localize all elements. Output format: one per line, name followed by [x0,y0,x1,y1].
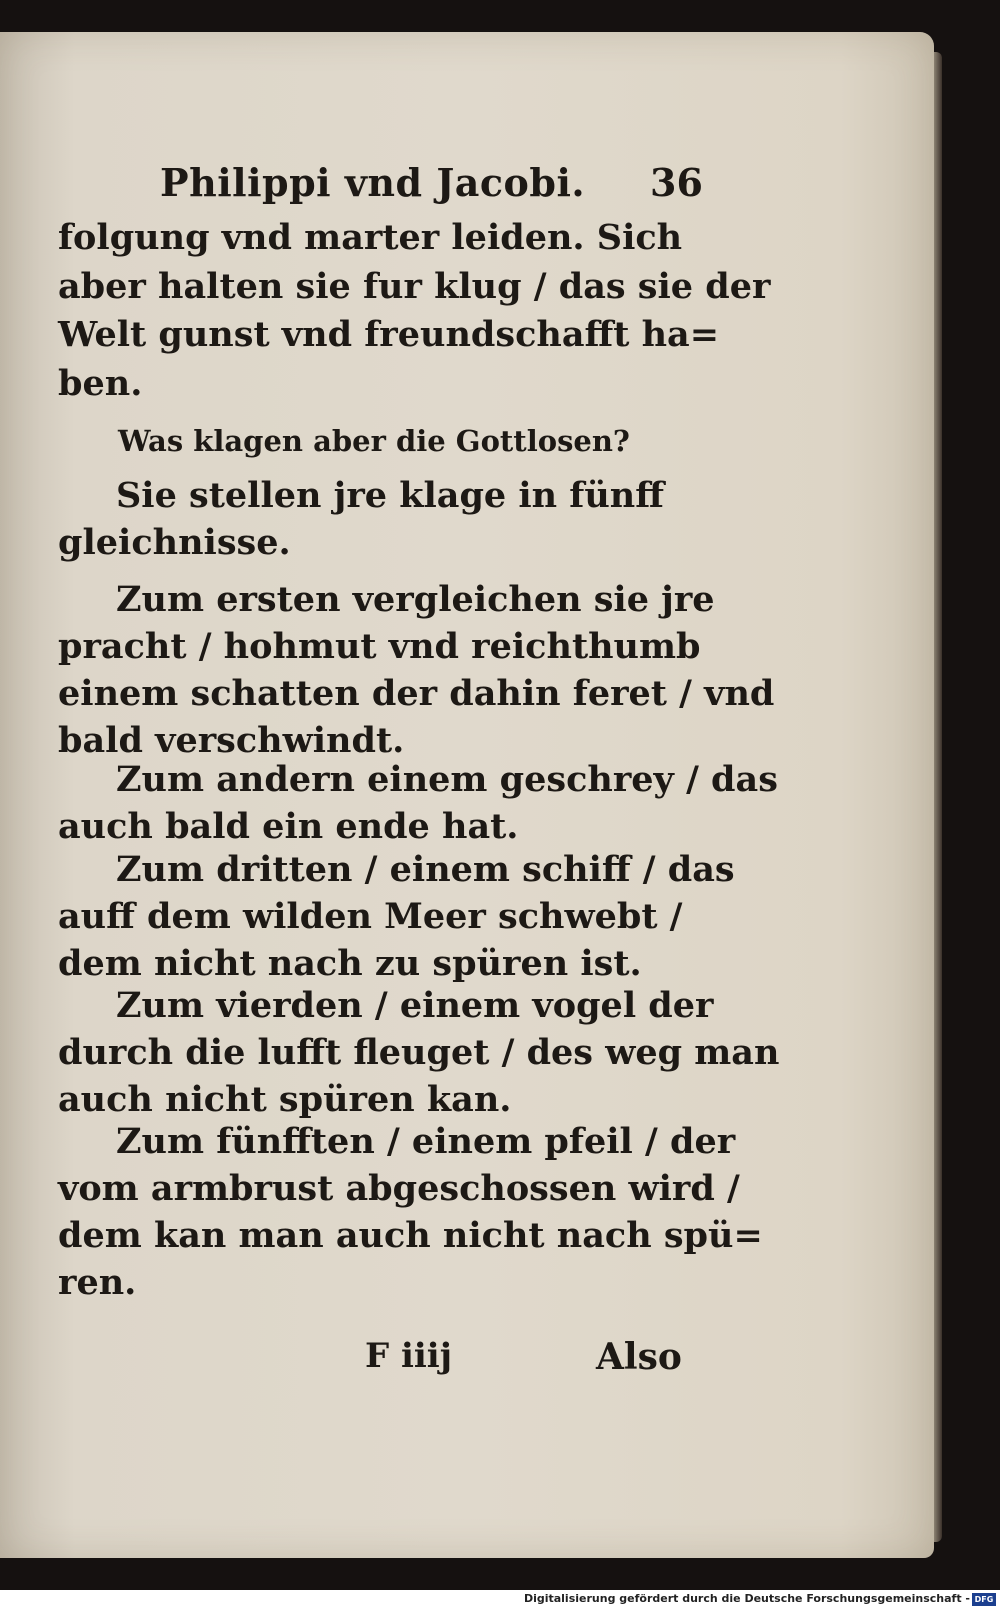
text-line: auff dem wilden Meer schwebt / [58,896,683,937]
page-edge [934,52,942,1542]
paragraph-1 [58,472,698,566]
text-line: vom armbrust abgeschossen wird / [58,1168,740,1209]
footer-bar [0,1590,1000,1610]
question-heading: Was klagen aber die Gottlosen? [118,424,630,458]
text-line: dem kan man auch nicht nach spü= [58,1215,763,1256]
text-line: bald verschwindt. [58,720,405,761]
paragraph-6 [58,1118,763,1306]
text-line: auch bald ein ende hat. [58,806,519,847]
paragraph-3 [58,756,778,850]
text-line: einem schatten der dahin feret / vnd [58,673,775,714]
text-line: gleichnisse. [58,522,291,563]
running-title: Philippi vnd Jacobi. [160,160,586,205]
text-line: Zum dritten / einem schiff / das [116,849,735,890]
text-line: auch nicht spüren kan. [58,1079,512,1120]
text-line: durch die lufft fleuget / des weg man [58,1032,780,1073]
text-line: ben. [58,362,143,404]
text-line: pracht / hohmut vnd reichthumb [58,626,701,667]
signature-mark: F iiij [365,1336,453,1376]
dfg-logo-icon: DFG [972,1593,996,1606]
text-line: aber halten sie fur klug / das sie der [58,265,771,307]
text-line: dem nicht nach zu spüren ist. [58,943,642,984]
paragraph-4 [58,846,735,987]
footer-credit: Digitalisierung gefördert durch die Deutsche Forschungsgemeinschaft - [523,1592,970,1605]
paragraph-5 [58,982,780,1123]
text-line: Welt gunst vnd freundschafft ha= [58,314,720,355]
page-number: 36 [650,160,703,205]
text-line: Zum andern einem geschrey / das [116,759,778,800]
text-line: Zum vierden / einem vogel der [116,985,714,1026]
catchword: Also [596,1336,682,1378]
text-line: Sie stellen jre klage in fünff [116,475,664,516]
paragraph-2 [58,576,775,764]
text-line: ren. [58,1262,137,1303]
text-line: folgung vnd marter leiden. Sich [58,217,683,258]
text-line: Zum ersten vergleichen sie jre [116,579,715,620]
continuation-text [58,214,771,408]
text-line: Zum fünfften / einem pfeil / der [116,1121,736,1162]
